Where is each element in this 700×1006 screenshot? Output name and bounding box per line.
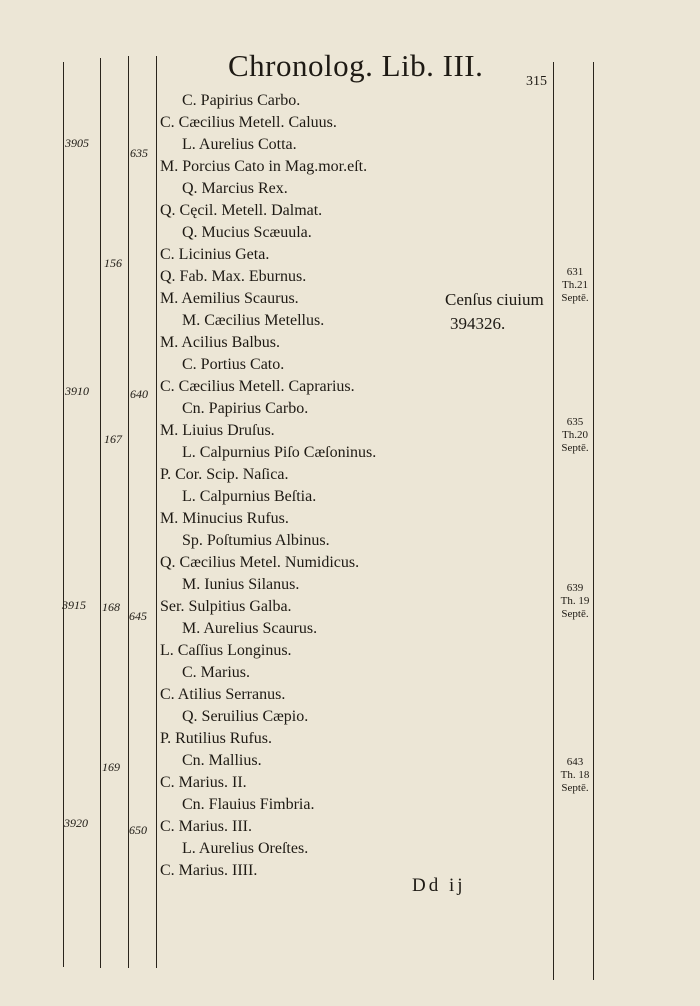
consul-entry: M. Acilius Balbus. xyxy=(160,334,281,351)
consul-entry: C. Marius. IIII. xyxy=(160,862,258,879)
consul-entry: P. Cor. Scip. Naſica. xyxy=(160,466,289,483)
census-value: 394326. xyxy=(450,314,506,333)
margin-note xyxy=(556,756,594,795)
consul-entry: M. Minucius Rufus. xyxy=(160,510,289,527)
consul-entry: Ser. Sulpitius Galba. xyxy=(160,598,292,615)
olympiad-number: 640 xyxy=(130,387,148,401)
consul-entry: L. Calpurnius Beſtia. xyxy=(182,488,317,505)
consul-entry: Q. Marcius Rex. xyxy=(182,180,288,197)
page-number: 315 xyxy=(526,74,547,89)
consul-entry: C. Marius. II. xyxy=(160,774,247,791)
year-label: 3920 xyxy=(64,816,88,830)
rule-5 xyxy=(553,62,554,980)
note-month: Septē. xyxy=(561,292,589,304)
rule-right xyxy=(593,62,594,980)
consul-entry: M. Aurelius Scaurus. xyxy=(182,620,318,637)
note-label: Th.20 xyxy=(562,429,588,441)
reg-number: 168 xyxy=(102,600,120,614)
consul-entry: C. Marius. III. xyxy=(160,818,252,835)
signature-mark: Dd ij xyxy=(412,875,466,896)
olympiad-number: 650 xyxy=(129,823,147,837)
year-label: 3915 xyxy=(62,598,86,612)
census-label: Cenſus ciuium xyxy=(445,290,544,309)
consul-entry: L. Calpurnius Piſo Cæſoninus. xyxy=(182,444,377,461)
note-number: 631 xyxy=(566,266,584,278)
year-label: 3910 xyxy=(65,384,89,398)
consul-entry: M. Porcius Cato in Mag.mor.eſt. xyxy=(160,158,368,175)
consul-entry: Q. Seruilius Cæpio. xyxy=(182,708,309,725)
consul-entry: L. Aurelius Oreſtes. xyxy=(182,840,309,857)
note-number: 643 xyxy=(566,756,584,768)
consul-entry: L. Aurelius Cotta. xyxy=(182,136,297,153)
note-number: 635 xyxy=(566,416,584,428)
consul-entry: C. Portius Cato. xyxy=(182,356,285,373)
consul-entry: C. Papirius Carbo. xyxy=(182,92,301,109)
consul-entry: Cn. Mallius. xyxy=(182,752,262,769)
consul-entry: C. Licinius Geta. xyxy=(160,246,270,263)
consul-entry: M. Liuius Druſus. xyxy=(160,422,275,439)
consul-entry: M. Iunius Silanus. xyxy=(182,576,300,593)
reg-number: 169 xyxy=(102,760,120,774)
consul-entry: Q. Cęcil. Metell. Dalmat. xyxy=(160,202,323,219)
year-label: 3905 xyxy=(65,136,89,150)
consul-entry: Cn. Flauius Fimbria. xyxy=(182,796,315,813)
reg-number: 167 xyxy=(104,432,122,446)
note-label: Th. 18 xyxy=(560,769,590,781)
consul-entry: Q. Mucius Scæuula. xyxy=(182,224,312,241)
consul-entry: C. Cæcilius Metell. Caprarius. xyxy=(160,378,355,395)
margin-note xyxy=(556,416,594,455)
note-month: Septē. xyxy=(561,608,589,620)
note-month: Septē. xyxy=(561,782,589,794)
consul-entry: Cn. Papirius Carbo. xyxy=(182,400,309,417)
consul-entry: Sp. Poſtumius Albinus. xyxy=(182,532,330,549)
running-header: Chronolog. Lib. III. xyxy=(228,48,484,83)
consul-entry: Q. Fab. Max. Eburnus. xyxy=(160,268,307,285)
rule-left xyxy=(63,62,64,967)
consul-entry: C. Marius. xyxy=(182,664,250,681)
rule-4 xyxy=(156,56,157,968)
consul-entry: M. Cæcilius Metellus. xyxy=(182,312,325,329)
consul-entry: L. Caſſius Longinus. xyxy=(160,642,292,659)
consul-entry: P. Rutilius Rufus. xyxy=(160,730,273,747)
consul-entry: M. Aemilius Scaurus. xyxy=(160,290,299,307)
note-label: Th. 19 xyxy=(560,595,590,607)
margin-note xyxy=(556,266,594,305)
olympiad-number: 645 xyxy=(129,609,147,623)
consul-entry: C. Cæcilius Metell. Caluus. xyxy=(160,114,337,131)
note-label: Th.21 xyxy=(562,279,588,291)
note-month: Septē. xyxy=(561,442,589,454)
reg-number: 156 xyxy=(104,256,122,270)
olympiad-number: 635 xyxy=(130,146,148,160)
note-number: 639 xyxy=(566,582,584,594)
margin-note xyxy=(556,582,594,621)
rule-2 xyxy=(100,58,101,968)
consul-entry: Q. Cæcilius Metel. Numidicus. xyxy=(160,554,360,571)
consul-entry: C. Atilius Serranus. xyxy=(160,686,286,703)
